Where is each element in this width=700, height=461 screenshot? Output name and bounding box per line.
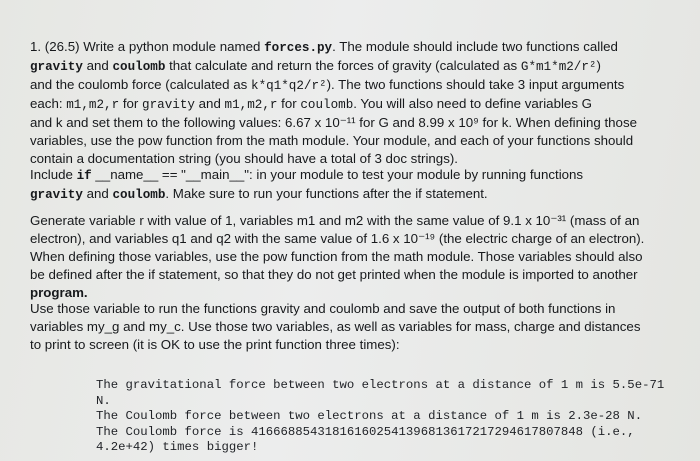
output-line: The gravitational force between two electrons at a distance of 1 m is 5.5e-71 xyxy=(96,378,665,392)
instructions-paragraph-4: Use those variable to run the functions gravity and coulomb and save the output of both functions in variables my_g and my_c. Use those two variables, as well as variables for mass, charge and distances to print to screen (it is OK to use the print function three times): xyxy=(30,301,641,352)
module-filename: forces.py xyxy=(264,41,333,55)
instructions-paragraph-1: 1. (26.5) Write a python module named forces.py. The module should include two functions called gravity and coulomb that calculate and return the forces of gravity (calculated as G*m1*m2/r²) and the coulomb force (calculated as k*q1*q2/r²). The two functions should take 3 input arguments each: m1,m2,r for gravity and m1,m2,r for coulomb. You will also need to define variables G and k and set them to the following values: 6.67 x 10⁻¹¹ for G and 8.99 x 10⁹ for k. When defining those variables, use the pow function from the math module. Your module, and each of your functions should contain a documentation string (you should have a total of 3 doc strings). xyxy=(30,39,637,166)
output-line: 4.2e+42) times bigger! xyxy=(96,440,259,454)
output-line: N. xyxy=(96,393,111,408)
output-line: The Coulomb force is 416668854318161602541396813617217294617807848 (i.e., xyxy=(96,424,635,439)
output-line: The Coulomb force between two electrons at a distance of 1 m is 2.3e-28 N. xyxy=(96,409,643,423)
expected-output-block xyxy=(96,378,696,456)
question-number: 1. xyxy=(30,39,42,54)
question-points: (26.5) xyxy=(44,39,80,54)
instructions-paragraph-2: Include if __name__ == "__main__": in your module to test your module by running functions gravity and coulomb. Make sure to run your functions after the if statement. xyxy=(30,167,584,202)
instructions-paragraph-3: Generate variable r with value of 1, variables m1 and m2 with the same value of 9.1 x 10⁻³¹ (mass of an electron), and variables q1 and q2 with the same value of 1.6 x 10⁻¹⁹ (the electric charge of an electron). When defining those variables, use the pow function from the math module. Those variables should also be defined after the if statement, so that they do not get printed when the module is imported to another program. xyxy=(30,213,645,300)
